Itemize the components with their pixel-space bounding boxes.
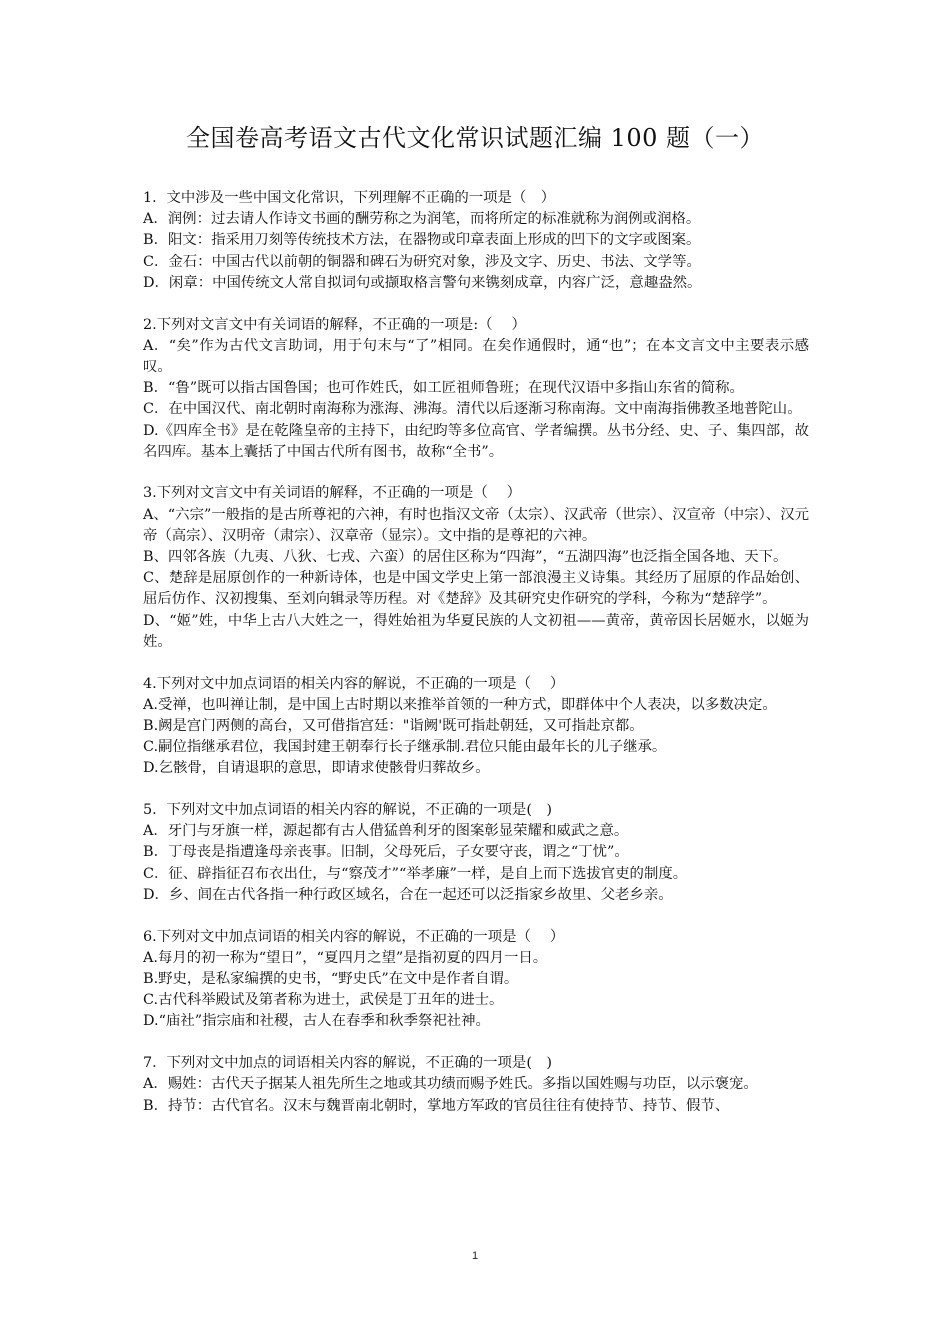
question-2: [143, 315, 809, 463]
question-6: [143, 927, 809, 1033]
page-number: 1: [471, 1250, 479, 1262]
option-b: B.野史，是私家编撰的史书，“野史氏”在文中是作者自谓。: [143, 971, 519, 987]
option-c: C．金石：中国古代以前朝的铜器和碑石为研究对象，涉及文字、历史、书法、文学等。: [143, 253, 701, 270]
option-a: A.受禅，也叫禅让制，是中国上古时期以来推举首领的一种方式，即群体中个人表决，以多数决定。: [143, 696, 777, 713]
option-b: B、四邻各族（九夷、八狄、七戎、六蛮）的居住区称为“四海”，“五湖四海”也泛指全国各地、天下。: [143, 549, 788, 566]
question-list: [143, 188, 809, 1137]
option-c: C.古代科举殿试及第者称为进士，武侯是丁丑年的进士。: [143, 992, 504, 1009]
question-stem: 1．文中涉及一些中国文化常识，下列理解不正确的一项是（ ）: [143, 190, 556, 206]
option-b: B.阙是宫门两侧的高台，又可借指宫廷："诣阙'既可指赴朝廷，又可指赴京都。: [143, 717, 644, 734]
question-3: [143, 483, 809, 653]
option-a: A．“矣”作为古代文言助词，用于句末与“了”相同。在矣作通假时，通“也”；在本文言文中主要表示感叹。: [143, 337, 809, 375]
option-a: A．赐姓：古代天子据某人祖先所生之地或其功绩而赐予姓氏。多指以国姓赐与功臣，以示褒宠。: [143, 1076, 758, 1093]
option-d: D.乞骸骨，自请退职的意思，即请求使骸骨归葬故乡。: [143, 760, 490, 777]
option-a: A．牙门与牙旗一样，源起都有古人借猛兽利牙的图案彰显荣耀和威武之意。: [143, 823, 629, 840]
question-5: [143, 800, 809, 906]
document-title: 全国卷高考语文古代文化常识试题汇编 100 题（一）: [185, 124, 765, 152]
option-b: B．“鲁”既可以指古国鲁国；也可作姓氏，如工匠祖师鲁班；在现代汉语中多指山东省的简称。: [143, 380, 744, 397]
question-1: [143, 188, 809, 294]
question-stem: 5．下列对文中加点词语的相关内容的解说，不正确的一项是( ): [143, 802, 552, 819]
question-stem: 4.下列对文中加点词语的相关内容的解说，不正确的一项是（ ）: [143, 675, 565, 692]
option-c: C．在中国汉代、南北朝时南海称为涨海、沸海。清代以后逐渐习称南海。文中南海指佛教圣地普陀山。: [143, 401, 802, 418]
option-a: A、“六宗”一般指的是古所尊祀的六神，有时也指汉文帝（太宗）、汉武帝（世宗）、汉宣帝（中宗）、汉元帝（高宗）、汉明帝（肃宗）、汉章帝（显宗）。文中指的是尊祀的六神。: [143, 506, 809, 544]
question-4: [143, 674, 809, 780]
option-d: D．闲章：中国传统文人常自拟词句或撷取格言警句来镌刻成章，内容广泛，意趣盎然。: [143, 274, 702, 291]
option-c: C、楚辞是屈原创作的一种新诗体，也是中国文学史上第一部浪漫主义诗集。其经历了屈原的作品始创、屈后仿作、汉初搜集、至刘向辑录等历程。对《楚辞》及其研究史作研究的学科，今称为“楚辞学”。: [143, 570, 809, 608]
option-d: D.“庙社”指宗庙和社稷，古人在春季和秋季祭祀社神。: [143, 1013, 490, 1030]
option-b: B．阳文：指采用刀刻等传统技术方法，在器物或印章表面上形成的凹下的文字或图案。: [143, 232, 701, 249]
option-d: D．乡、闾在古代各指一种行政区域名，合在一起还可以泛指家乡故里、父老乡亲。: [143, 886, 673, 903]
question-stem: 6.下列对文中加点词语的相关内容的解说，不正确的一项是（ ）: [143, 928, 565, 945]
option-d: D.《四库全书》是在乾隆皇帝的主持下，由纪昀等多位高官、学者编撰。丛书分经、史、子、集四部，故名四库。基本上囊括了中国古代所有图书，故称“全书”。: [143, 422, 809, 460]
question-stem: 2.下列对文言文中有关词语的解释，不正确的一项是:（ ）: [143, 316, 526, 333]
option-b: B．丁母丧是指遭逢母亲丧事。旧制，父母死后，子女要守丧，谓之“丁忧”。: [143, 844, 629, 861]
question-stem: 7．下列对文中加点的词语相关内容的解说，不正确的一项是( ): [143, 1055, 552, 1072]
question-stem: 3.下列对文言文中有关词语的解释，不正确的一项是（ ）: [143, 485, 522, 502]
option-b: B．持节：古代官名。汉末与魏晋南北朝时，掌地方军政的官员往往有使持节、持节、假节、: [143, 1097, 730, 1114]
option-a: A.每月的初一称为“望日”，“夏四月之望”是指初夏的四月一日。: [143, 949, 548, 966]
option-d: D、“姬”姓，中华上古八大姓之一，得姓始祖为华夏民族的人文初祖——黄帝，黄帝因长居姬水，以姬为姓。: [143, 612, 809, 650]
option-a: A．润例：过去请人作诗文书画的酬劳称之为润笔，而将所定的标准就称为润例或润格。: [143, 211, 701, 228]
option-c: C.嗣位指继承君位，我国封建王朝奉行长子继承制.君位只能由最年长的儿子继承。: [143, 739, 667, 756]
option-c: C．征、辟指征召布衣出仕，与“察茂才”“举孝廉”一样，是自上而下选拔官吏的制度。: [143, 865, 688, 882]
question-7: [143, 1053, 809, 1117]
